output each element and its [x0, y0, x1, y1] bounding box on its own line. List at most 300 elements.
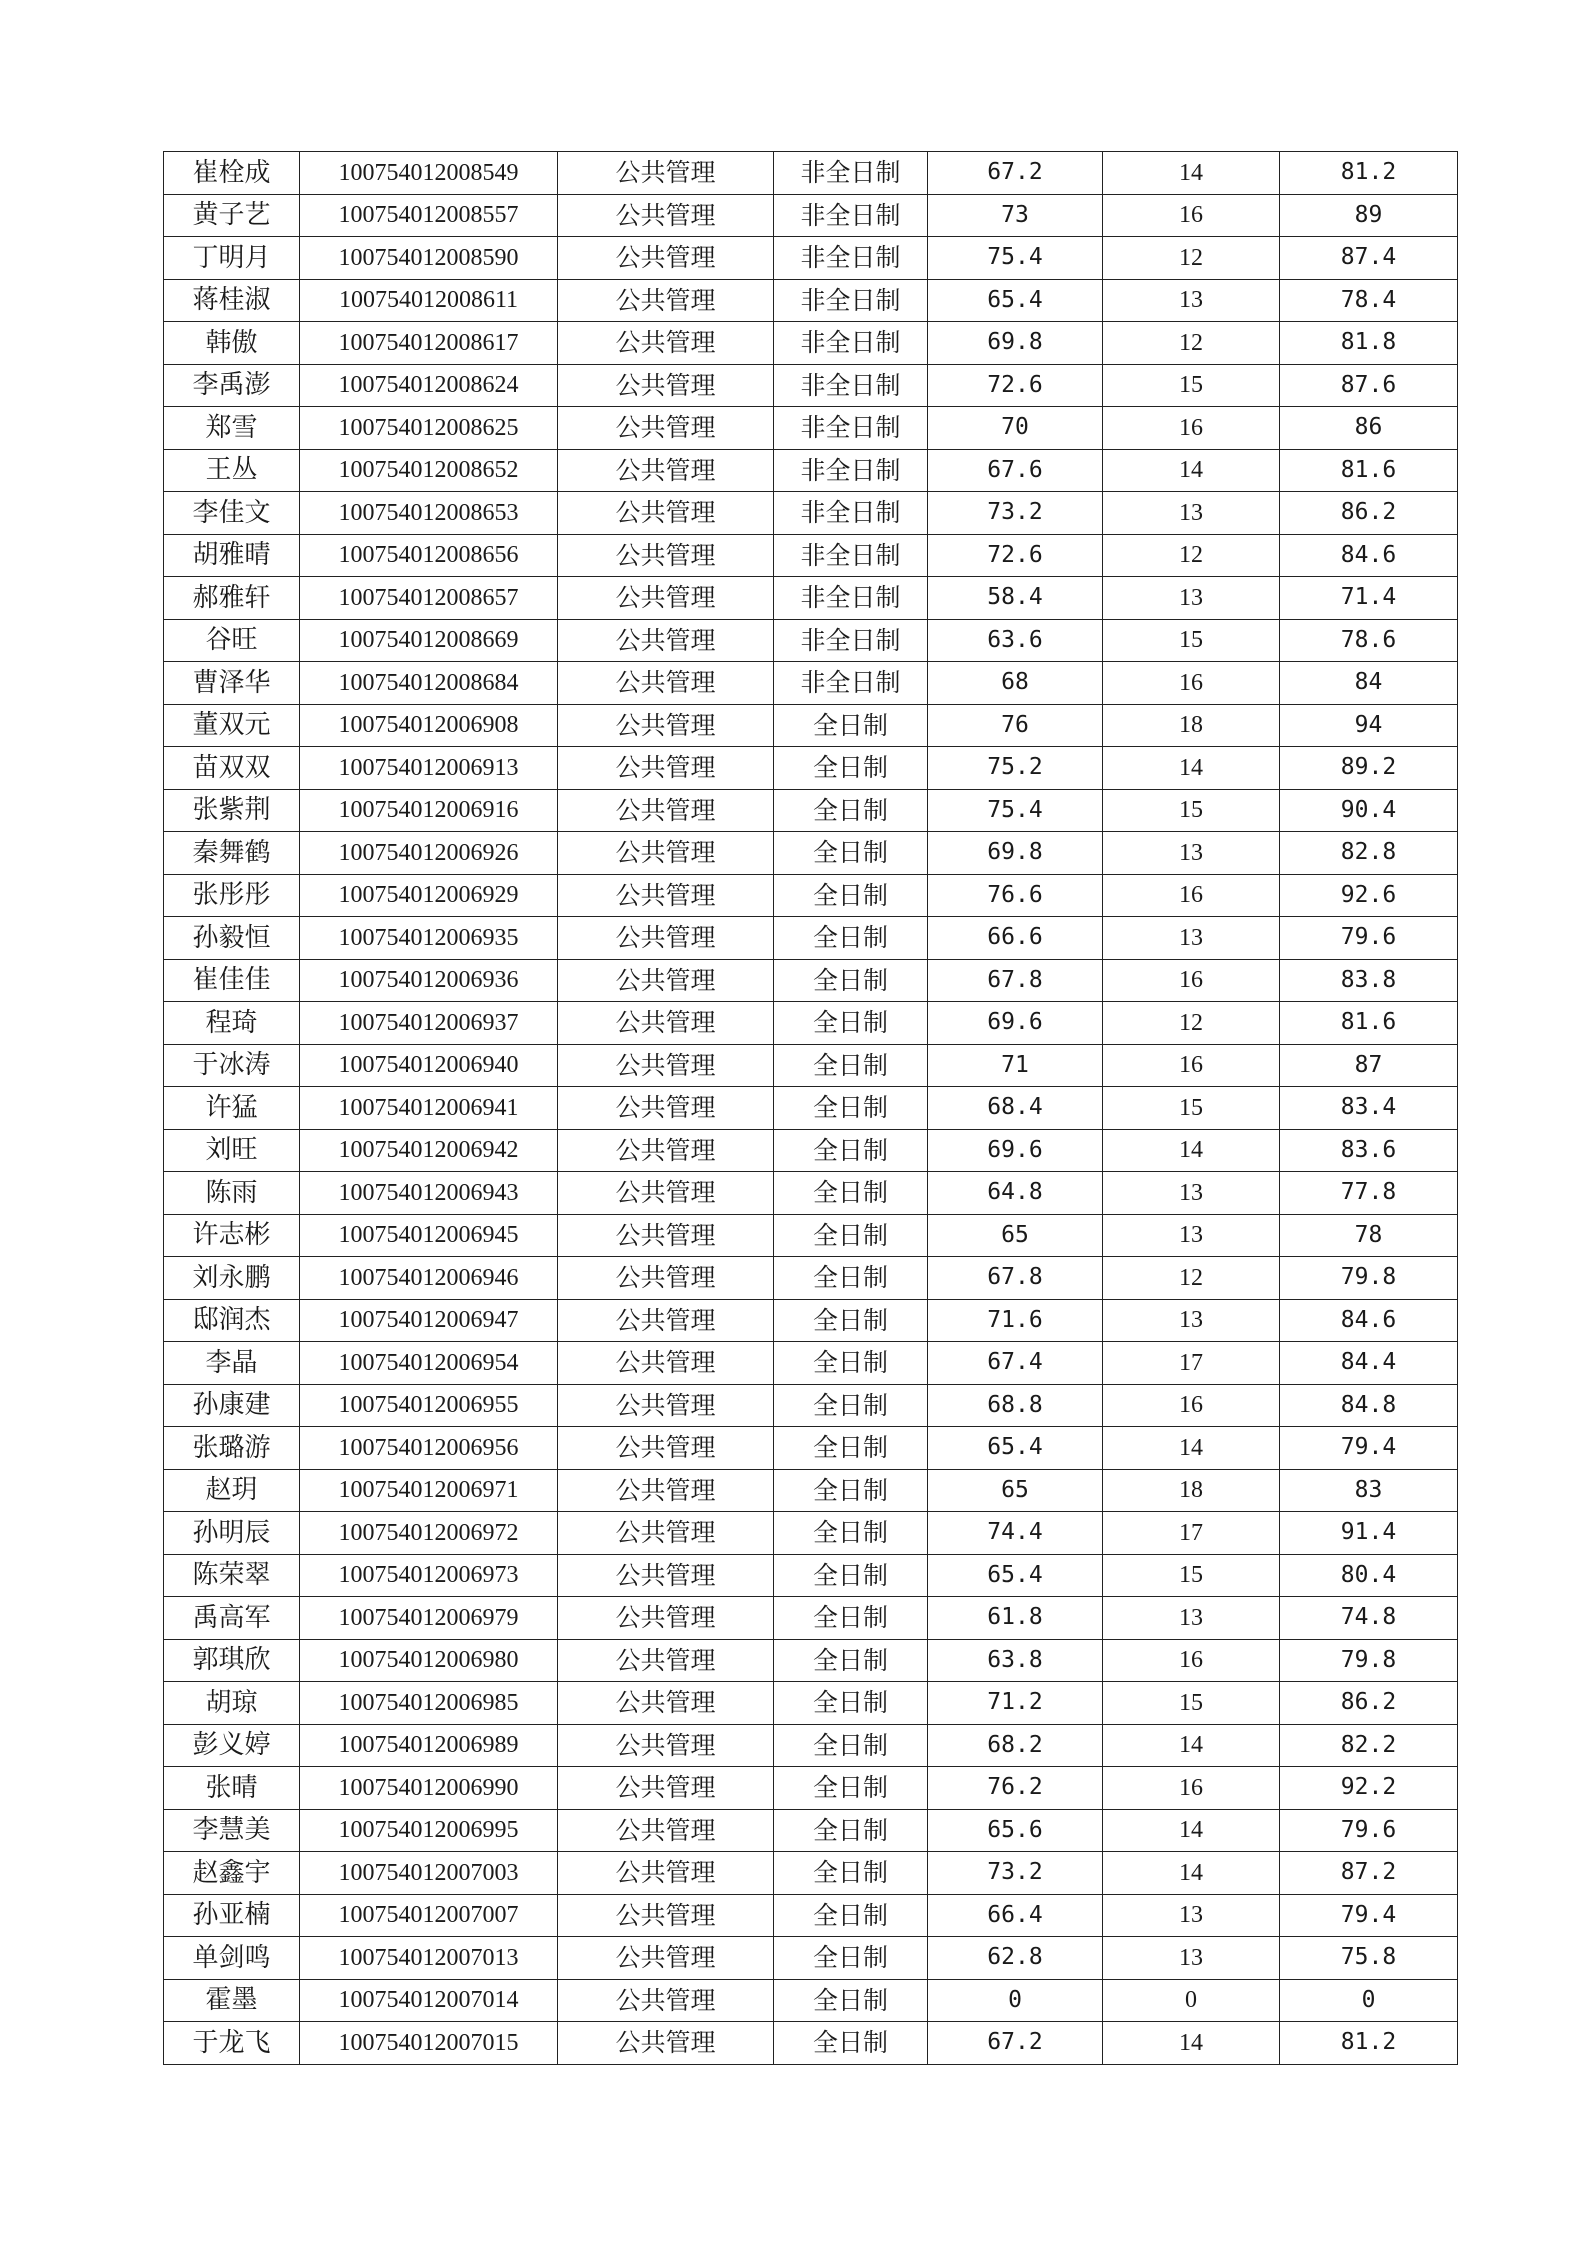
- cell-total: 94: [1280, 704, 1458, 747]
- cell-candidate-id: 100754012007015: [300, 2022, 558, 2065]
- cell-score-a: 72.6: [928, 364, 1103, 407]
- cell-name: 张晴: [164, 1767, 300, 1810]
- table-row: [164, 1724, 1458, 1767]
- cell-study-type: 全日制: [774, 1554, 928, 1597]
- table-row: [164, 237, 1458, 280]
- cell-major: 公共管理: [558, 662, 774, 705]
- cell-score-a: 67.2: [928, 2022, 1103, 2065]
- cell-total: 86.2: [1280, 1682, 1458, 1725]
- cell-score-a: 75.4: [928, 237, 1103, 280]
- cell-name: 崔佳佳: [164, 959, 300, 1002]
- cell-major: 公共管理: [558, 152, 774, 195]
- cell-study-type: 全日制: [774, 1639, 928, 1682]
- cell-candidate-id: 100754012006926: [300, 832, 558, 875]
- cell-study-type: 非全日制: [774, 279, 928, 322]
- table-row: [164, 747, 1458, 790]
- table-row: [164, 194, 1458, 237]
- cell-study-type: 全日制: [774, 874, 928, 917]
- table-row: [164, 449, 1458, 492]
- cell-score-a: 69.6: [928, 1129, 1103, 1172]
- table-row: [164, 1639, 1458, 1682]
- cell-total: 86: [1280, 407, 1458, 450]
- table-row: [164, 492, 1458, 535]
- cell-total: 83: [1280, 1469, 1458, 1512]
- cell-study-type: 全日制: [774, 1682, 928, 1725]
- cell-total: 87: [1280, 1044, 1458, 1087]
- cell-score-b: 12: [1103, 1002, 1280, 1045]
- cell-major: 公共管理: [558, 2022, 774, 2065]
- cell-score-b: 13: [1103, 492, 1280, 535]
- cell-score-a: 68.2: [928, 1724, 1103, 1767]
- cell-score-a: 68.4: [928, 1087, 1103, 1130]
- cell-score-b: 16: [1103, 1044, 1280, 1087]
- table-row: [164, 322, 1458, 365]
- cell-candidate-id: 100754012007014: [300, 1979, 558, 2022]
- table-row: [164, 959, 1458, 1002]
- cell-name: 董双元: [164, 704, 300, 747]
- cell-study-type: 全日制: [774, 1044, 928, 1087]
- cell-score-b: 14: [1103, 1809, 1280, 1852]
- cell-score-b: 17: [1103, 1512, 1280, 1555]
- cell-study-type: 全日制: [774, 1384, 928, 1427]
- cell-study-type: 非全日制: [774, 364, 928, 407]
- cell-score-a: 66.4: [928, 1894, 1103, 1937]
- cell-total: 84.4: [1280, 1342, 1458, 1385]
- cell-score-b: 18: [1103, 704, 1280, 747]
- cell-total: 87.2: [1280, 1852, 1458, 1895]
- table-row: [164, 279, 1458, 322]
- cell-candidate-id: 100754012006937: [300, 1002, 558, 1045]
- table-row: [164, 1384, 1458, 1427]
- cell-name: 张璐游: [164, 1427, 300, 1470]
- cell-major: 公共管理: [558, 1257, 774, 1300]
- cell-study-type: 全日制: [774, 1427, 928, 1470]
- cell-major: 公共管理: [558, 449, 774, 492]
- table-row: [164, 534, 1458, 577]
- cell-major: 公共管理: [558, 1554, 774, 1597]
- cell-major: 公共管理: [558, 1342, 774, 1385]
- cell-major: 公共管理: [558, 1384, 774, 1427]
- cell-study-type: 非全日制: [774, 662, 928, 705]
- cell-name: 郝雅轩: [164, 577, 300, 620]
- cell-study-type: 全日制: [774, 1894, 928, 1937]
- cell-total: 90.4: [1280, 789, 1458, 832]
- cell-study-type: 全日制: [774, 959, 928, 1002]
- cell-score-b: 16: [1103, 874, 1280, 917]
- cell-name: 郭琪欣: [164, 1639, 300, 1682]
- cell-total: 80.4: [1280, 1554, 1458, 1597]
- cell-candidate-id: 100754012006954: [300, 1342, 558, 1385]
- cell-name: 许猛: [164, 1087, 300, 1130]
- cell-candidate-id: 100754012008656: [300, 534, 558, 577]
- cell-major: 公共管理: [558, 1767, 774, 1810]
- cell-score-b: 13: [1103, 832, 1280, 875]
- cell-score-b: 13: [1103, 1172, 1280, 1215]
- cell-major: 公共管理: [558, 1044, 774, 1087]
- cell-major: 公共管理: [558, 1979, 774, 2022]
- cell-study-type: 全日制: [774, 747, 928, 790]
- cell-major: 公共管理: [558, 959, 774, 1002]
- cell-study-type: 全日制: [774, 917, 928, 960]
- cell-candidate-id: 100754012006985: [300, 1682, 558, 1725]
- cell-candidate-id: 100754012008617: [300, 322, 558, 365]
- cell-score-b: 14: [1103, 152, 1280, 195]
- cell-major: 公共管理: [558, 534, 774, 577]
- cell-score-a: 67.2: [928, 152, 1103, 195]
- cell-candidate-id: 100754012006941: [300, 1087, 558, 1130]
- cell-total: 89: [1280, 194, 1458, 237]
- cell-study-type: 全日制: [774, 1002, 928, 1045]
- cell-score-a: 69.6: [928, 1002, 1103, 1045]
- cell-candidate-id: 100754012006942: [300, 1129, 558, 1172]
- cell-study-type: 非全日制: [774, 152, 928, 195]
- cell-candidate-id: 100754012006979: [300, 1597, 558, 1640]
- cell-score-b: 15: [1103, 789, 1280, 832]
- cell-candidate-id: 100754012007003: [300, 1852, 558, 1895]
- cell-major: 公共管理: [558, 1469, 774, 1512]
- table-row: [164, 1852, 1458, 1895]
- cell-name: 赵玥: [164, 1469, 300, 1512]
- cell-candidate-id: 100754012006971: [300, 1469, 558, 1512]
- cell-study-type: 全日制: [774, 1172, 928, 1215]
- cell-candidate-id: 100754012006980: [300, 1639, 558, 1682]
- cell-score-b: 14: [1103, 1129, 1280, 1172]
- cell-major: 公共管理: [558, 1809, 774, 1852]
- cell-major: 公共管理: [558, 832, 774, 875]
- table-row: [164, 1979, 1458, 2022]
- cell-total: 87.6: [1280, 364, 1458, 407]
- cell-major: 公共管理: [558, 704, 774, 747]
- cell-major: 公共管理: [558, 1129, 774, 1172]
- cell-study-type: 全日制: [774, 1257, 928, 1300]
- cell-study-type: 全日制: [774, 1724, 928, 1767]
- cell-study-type: 全日制: [774, 832, 928, 875]
- cell-name: 黄子艺: [164, 194, 300, 237]
- cell-candidate-id: 100754012006936: [300, 959, 558, 1002]
- cell-score-b: 16: [1103, 194, 1280, 237]
- cell-score-b: 16: [1103, 1767, 1280, 1810]
- cell-score-a: 71.2: [928, 1682, 1103, 1725]
- cell-study-type: 非全日制: [774, 534, 928, 577]
- cell-name: 王丛: [164, 449, 300, 492]
- cell-score-b: 17: [1103, 1342, 1280, 1385]
- cell-candidate-id: 100754012006956: [300, 1427, 558, 1470]
- cell-score-a: 70: [928, 407, 1103, 450]
- cell-name: 李慧美: [164, 1809, 300, 1852]
- cell-candidate-id: 100754012006990: [300, 1767, 558, 1810]
- cell-name: 张彤彤: [164, 874, 300, 917]
- cell-major: 公共管理: [558, 917, 774, 960]
- cell-total: 83.8: [1280, 959, 1458, 1002]
- cell-score-b: 13: [1103, 1299, 1280, 1342]
- cell-total: 92.6: [1280, 874, 1458, 917]
- cell-name: 刘永鹏: [164, 1257, 300, 1300]
- cell-total: 82.8: [1280, 832, 1458, 875]
- table-row: [164, 832, 1458, 875]
- cell-major: 公共管理: [558, 1087, 774, 1130]
- cell-total: 81.6: [1280, 1002, 1458, 1045]
- cell-name: 孙康建: [164, 1384, 300, 1427]
- cell-candidate-id: 100754012006913: [300, 747, 558, 790]
- cell-score-b: 13: [1103, 1214, 1280, 1257]
- cell-name: 张紫荆: [164, 789, 300, 832]
- cell-score-a: 76: [928, 704, 1103, 747]
- table-row: [164, 662, 1458, 705]
- cell-candidate-id: 100754012006945: [300, 1214, 558, 1257]
- cell-score-b: 15: [1103, 1087, 1280, 1130]
- cell-name: 陈荣翠: [164, 1554, 300, 1597]
- cell-name: 秦舞鹤: [164, 832, 300, 875]
- cell-candidate-id: 100754012006935: [300, 917, 558, 960]
- cell-major: 公共管理: [558, 194, 774, 237]
- cell-score-a: 71: [928, 1044, 1103, 1087]
- cell-candidate-id: 100754012006943: [300, 1172, 558, 1215]
- cell-major: 公共管理: [558, 364, 774, 407]
- cell-total: 81.2: [1280, 152, 1458, 195]
- cell-major: 公共管理: [558, 789, 774, 832]
- cell-major: 公共管理: [558, 322, 774, 365]
- cell-candidate-id: 100754012006955: [300, 1384, 558, 1427]
- cell-name: 曹泽华: [164, 662, 300, 705]
- cell-study-type: 全日制: [774, 1979, 928, 2022]
- cell-study-type: 非全日制: [774, 407, 928, 450]
- cell-name: 胡琼: [164, 1682, 300, 1725]
- cell-score-a: 73: [928, 194, 1103, 237]
- cell-score-a: 62.8: [928, 1937, 1103, 1980]
- cell-major: 公共管理: [558, 1682, 774, 1725]
- cell-candidate-id: 100754012008653: [300, 492, 558, 535]
- table-row: [164, 152, 1458, 195]
- cell-name: 陈雨: [164, 1172, 300, 1215]
- cell-total: 84.8: [1280, 1384, 1458, 1427]
- cell-score-a: 65: [928, 1469, 1103, 1512]
- cell-score-b: 13: [1103, 1937, 1280, 1980]
- cell-study-type: 全日制: [774, 1767, 928, 1810]
- cell-total: 79.6: [1280, 1809, 1458, 1852]
- table-row: [164, 1087, 1458, 1130]
- table-row: [164, 364, 1458, 407]
- cell-score-b: 13: [1103, 1597, 1280, 1640]
- cell-major: 公共管理: [558, 1427, 774, 1470]
- cell-name: 于龙飞: [164, 2022, 300, 2065]
- cell-total: 91.4: [1280, 1512, 1458, 1555]
- cell-score-b: 16: [1103, 662, 1280, 705]
- cell-total: 84.6: [1280, 1299, 1458, 1342]
- cell-total: 0: [1280, 1979, 1458, 2022]
- cell-name: 程琦: [164, 1002, 300, 1045]
- cell-study-type: 全日制: [774, 1809, 928, 1852]
- cell-candidate-id: 100754012008652: [300, 449, 558, 492]
- cell-score-a: 73.2: [928, 492, 1103, 535]
- cell-candidate-id: 100754012007013: [300, 1937, 558, 1980]
- cell-score-a: 76.2: [928, 1767, 1103, 1810]
- score-table: [163, 151, 1458, 2065]
- table-row: [164, 1809, 1458, 1852]
- cell-total: 71.4: [1280, 577, 1458, 620]
- cell-candidate-id: 100754012008549: [300, 152, 558, 195]
- table-row: [164, 1214, 1458, 1257]
- cell-major: 公共管理: [558, 1724, 774, 1767]
- table-row: [164, 1129, 1458, 1172]
- cell-score-a: 69.8: [928, 832, 1103, 875]
- cell-study-type: 全日制: [774, 1129, 928, 1172]
- cell-total: 84.6: [1280, 534, 1458, 577]
- cell-score-a: 74.4: [928, 1512, 1103, 1555]
- cell-major: 公共管理: [558, 237, 774, 280]
- cell-score-a: 65.4: [928, 1427, 1103, 1470]
- cell-name: 李佳文: [164, 492, 300, 535]
- cell-name: 孙明辰: [164, 1512, 300, 1555]
- table-row: [164, 1427, 1458, 1470]
- table-row: [164, 1597, 1458, 1640]
- cell-score-a: 71.6: [928, 1299, 1103, 1342]
- cell-major: 公共管理: [558, 1852, 774, 1895]
- cell-candidate-id: 100754012008557: [300, 194, 558, 237]
- table-row: [164, 2022, 1458, 2065]
- cell-candidate-id: 100754012008625: [300, 407, 558, 450]
- cell-study-type: 全日制: [774, 1597, 928, 1640]
- cell-major: 公共管理: [558, 1512, 774, 1555]
- cell-candidate-id: 100754012006908: [300, 704, 558, 747]
- cell-study-type: 全日制: [774, 1937, 928, 1980]
- cell-score-a: 58.4: [928, 577, 1103, 620]
- cell-score-a: 67.4: [928, 1342, 1103, 1385]
- cell-name: 霍墨: [164, 1979, 300, 2022]
- cell-name: 邸润杰: [164, 1299, 300, 1342]
- cell-study-type: 全日制: [774, 1469, 928, 1512]
- cell-study-type: 非全日制: [774, 492, 928, 535]
- cell-study-type: 全日制: [774, 1342, 928, 1385]
- cell-total: 79.6: [1280, 917, 1458, 960]
- cell-score-a: 75.2: [928, 747, 1103, 790]
- table-row: [164, 1682, 1458, 1725]
- cell-score-a: 67.8: [928, 959, 1103, 1002]
- cell-candidate-id: 100754012006973: [300, 1554, 558, 1597]
- cell-score-b: 13: [1103, 917, 1280, 960]
- cell-candidate-id: 100754012006916: [300, 789, 558, 832]
- cell-study-type: 非全日制: [774, 619, 928, 662]
- cell-score-b: 12: [1103, 237, 1280, 280]
- table-row: [164, 1894, 1458, 1937]
- cell-score-b: 15: [1103, 619, 1280, 662]
- cell-study-type: 非全日制: [774, 322, 928, 365]
- cell-major: 公共管理: [558, 619, 774, 662]
- cell-score-b: 15: [1103, 1554, 1280, 1597]
- cell-candidate-id: 100754012008669: [300, 619, 558, 662]
- cell-score-a: 72.6: [928, 534, 1103, 577]
- cell-score-a: 68: [928, 662, 1103, 705]
- cell-score-a: 68.8: [928, 1384, 1103, 1427]
- cell-total: 77.8: [1280, 1172, 1458, 1215]
- cell-score-a: 66.6: [928, 917, 1103, 960]
- cell-name: 崔栓成: [164, 152, 300, 195]
- table-row: [164, 789, 1458, 832]
- cell-study-type: 非全日制: [774, 577, 928, 620]
- cell-major: 公共管理: [558, 1937, 774, 1980]
- table-row: [164, 917, 1458, 960]
- cell-total: 84: [1280, 662, 1458, 705]
- cell-total: 78: [1280, 1214, 1458, 1257]
- cell-score-b: 16: [1103, 1384, 1280, 1427]
- score-table-body: [164, 152, 1458, 2065]
- cell-major: 公共管理: [558, 492, 774, 535]
- cell-study-type: 全日制: [774, 2022, 928, 2065]
- cell-major: 公共管理: [558, 874, 774, 917]
- cell-name: 孙毅恒: [164, 917, 300, 960]
- table-row: [164, 1469, 1458, 1512]
- cell-study-type: 全日制: [774, 1214, 928, 1257]
- table-row: [164, 1299, 1458, 1342]
- cell-major: 公共管理: [558, 747, 774, 790]
- cell-score-a: 65: [928, 1214, 1103, 1257]
- cell-score-b: 14: [1103, 1852, 1280, 1895]
- cell-candidate-id: 100754012006929: [300, 874, 558, 917]
- table-row: [164, 1512, 1458, 1555]
- cell-candidate-id: 100754012008611: [300, 279, 558, 322]
- cell-score-b: 14: [1103, 747, 1280, 790]
- cell-score-a: 76.6: [928, 874, 1103, 917]
- cell-score-b: 15: [1103, 1682, 1280, 1725]
- table-row: [164, 1554, 1458, 1597]
- cell-study-type: 非全日制: [774, 449, 928, 492]
- cell-score-a: 65.4: [928, 279, 1103, 322]
- cell-total: 81.6: [1280, 449, 1458, 492]
- table-row: [164, 1767, 1458, 1810]
- cell-name: 李晶: [164, 1342, 300, 1385]
- cell-major: 公共管理: [558, 1597, 774, 1640]
- cell-score-a: 0: [928, 1979, 1103, 2022]
- cell-score-a: 65.6: [928, 1809, 1103, 1852]
- cell-score-b: 14: [1103, 449, 1280, 492]
- cell-major: 公共管理: [558, 279, 774, 322]
- cell-major: 公共管理: [558, 1639, 774, 1682]
- table-row: [164, 1172, 1458, 1215]
- cell-score-b: 14: [1103, 1724, 1280, 1767]
- cell-score-a: 63.8: [928, 1639, 1103, 1682]
- cell-name: 彭义婷: [164, 1724, 300, 1767]
- cell-score-a: 64.8: [928, 1172, 1103, 1215]
- cell-name: 苗双双: [164, 747, 300, 790]
- cell-candidate-id: 100754012006940: [300, 1044, 558, 1087]
- cell-score-b: 14: [1103, 1427, 1280, 1470]
- cell-score-b: 18: [1103, 1469, 1280, 1512]
- cell-name: 胡雅晴: [164, 534, 300, 577]
- cell-study-type: 全日制: [774, 704, 928, 747]
- cell-total: 83.4: [1280, 1087, 1458, 1130]
- cell-total: 92.2: [1280, 1767, 1458, 1810]
- cell-name: 丁明月: [164, 237, 300, 280]
- cell-major: 公共管理: [558, 1214, 774, 1257]
- cell-candidate-id: 100754012006947: [300, 1299, 558, 1342]
- cell-score-b: 13: [1103, 279, 1280, 322]
- table-row: [164, 1257, 1458, 1300]
- cell-total: 78.6: [1280, 619, 1458, 662]
- cell-study-type: 全日制: [774, 1299, 928, 1342]
- cell-candidate-id: 100754012006989: [300, 1724, 558, 1767]
- cell-major: 公共管理: [558, 1172, 774, 1215]
- cell-total: 81.2: [1280, 2022, 1458, 2065]
- table-row: [164, 407, 1458, 450]
- cell-score-a: 63.6: [928, 619, 1103, 662]
- cell-score-b: 14: [1103, 2022, 1280, 2065]
- cell-score-b: 16: [1103, 407, 1280, 450]
- cell-score-b: 12: [1103, 534, 1280, 577]
- cell-score-b: 12: [1103, 322, 1280, 365]
- cell-name: 韩傲: [164, 322, 300, 365]
- cell-candidate-id: 100754012008684: [300, 662, 558, 705]
- cell-study-type: 全日制: [774, 789, 928, 832]
- cell-total: 74.8: [1280, 1597, 1458, 1640]
